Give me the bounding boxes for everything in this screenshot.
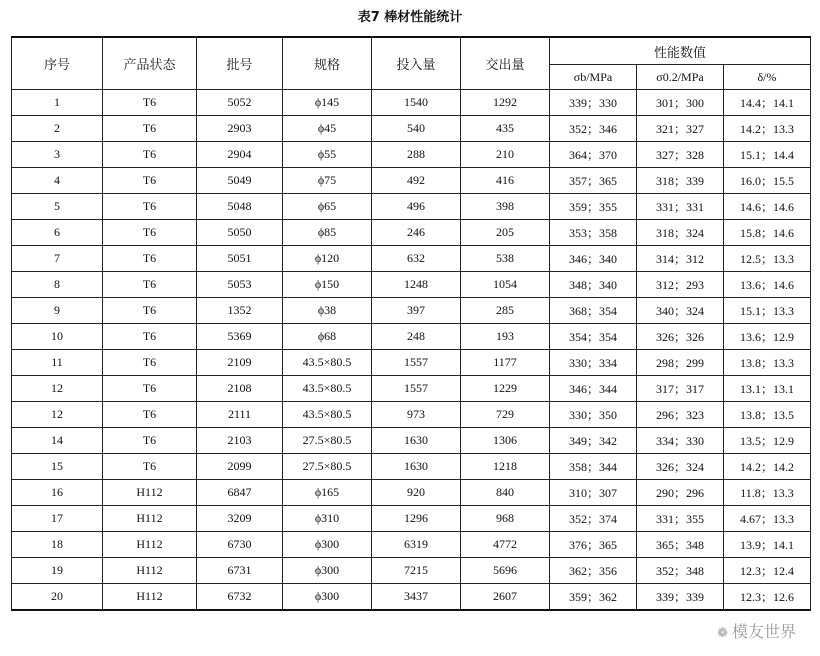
cell-input: 1630 <box>372 454 461 480</box>
cell-batch: 2111 <box>197 402 283 428</box>
cell-spec: ϕ145 <box>283 90 372 116</box>
cell-input: 288 <box>372 142 461 168</box>
cell-delta: 11.8；13.3 <box>724 480 811 506</box>
cell-delta: 13.6；12.9 <box>724 324 811 350</box>
table-row <box>12 428 811 454</box>
cell-delta: 13.8；13.5 <box>724 402 811 428</box>
cell-sigma-b: 376；365 <box>550 532 637 558</box>
cell-output: 1054 <box>461 272 550 298</box>
cell-sigma-b: 346；344 <box>550 376 637 402</box>
table-row <box>12 90 811 116</box>
col-header-performance: 性能数值 <box>550 37 811 65</box>
cell-input: 6319 <box>372 532 461 558</box>
wechat-icon: ❁ <box>717 626 728 641</box>
cell-state: T6 <box>103 402 197 428</box>
cell-batch: 5052 <box>197 90 283 116</box>
cell-state: T6 <box>103 246 197 272</box>
cell-batch: 5050 <box>197 220 283 246</box>
table-row <box>12 272 811 298</box>
cell-index: 7 <box>12 246 103 272</box>
cell-index: 17 <box>12 506 103 532</box>
cell-delta: 13.9；14.1 <box>724 532 811 558</box>
cell-sigma-02: 340；324 <box>637 298 724 324</box>
cell-output: 210 <box>461 142 550 168</box>
cell-sigma-02: 312；293 <box>637 272 724 298</box>
table-row <box>12 584 811 611</box>
cell-sigma-b: 353；358 <box>550 220 637 246</box>
cell-batch: 5369 <box>197 324 283 350</box>
table-header <box>12 37 811 90</box>
cell-sigma-02: 290；296 <box>637 480 724 506</box>
cell-input: 3437 <box>372 584 461 611</box>
cell-output: 1229 <box>461 376 550 402</box>
cell-sigma-02: 317；317 <box>637 376 724 402</box>
cell-batch: 6731 <box>197 558 283 584</box>
cell-sigma-02: 334；330 <box>637 428 724 454</box>
cell-spec: ϕ300 <box>283 558 372 584</box>
cell-output: 840 <box>461 480 550 506</box>
cell-state: T6 <box>103 324 197 350</box>
cell-input: 248 <box>372 324 461 350</box>
cell-delta: 12.5；13.3 <box>724 246 811 272</box>
cell-spec: ϕ55 <box>283 142 372 168</box>
cell-output: 2607 <box>461 584 550 611</box>
cell-batch: 2108 <box>197 376 283 402</box>
table-row <box>12 402 811 428</box>
table-row <box>12 532 811 558</box>
cell-sigma-02: 318；339 <box>637 168 724 194</box>
cell-input: 920 <box>372 480 461 506</box>
cell-input: 632 <box>372 246 461 272</box>
cell-spec: 43.5×80.5 <box>283 376 372 402</box>
cell-sigma-02: 352；348 <box>637 558 724 584</box>
cell-sigma-b: 368；354 <box>550 298 637 324</box>
cell-sigma-02: 326；324 <box>637 454 724 480</box>
cell-delta: 12.3；12.6 <box>724 584 811 611</box>
cell-spec: ϕ75 <box>283 168 372 194</box>
cell-delta: 13.6；14.6 <box>724 272 811 298</box>
cell-index: 19 <box>12 558 103 584</box>
cell-index: 3 <box>12 142 103 168</box>
cell-state: T6 <box>103 350 197 376</box>
cell-delta: 14.6；14.6 <box>724 194 811 220</box>
col-header-batch: 批号 <box>197 37 283 90</box>
cell-batch: 5049 <box>197 168 283 194</box>
cell-batch: 1352 <box>197 298 283 324</box>
cell-output: 416 <box>461 168 550 194</box>
cell-state: T6 <box>103 90 197 116</box>
cell-sigma-02: 318；324 <box>637 220 724 246</box>
cell-spec: ϕ300 <box>283 532 372 558</box>
cell-output: 4772 <box>461 532 550 558</box>
cell-spec: ϕ300 <box>283 584 372 611</box>
cell-sigma-b: 352；374 <box>550 506 637 532</box>
cell-spec: ϕ65 <box>283 194 372 220</box>
cell-delta: 13.5；12.9 <box>724 428 811 454</box>
cell-batch: 2903 <box>197 116 283 142</box>
cell-input: 246 <box>372 220 461 246</box>
cell-sigma-b: 330；350 <box>550 402 637 428</box>
cell-sigma-02: 314；312 <box>637 246 724 272</box>
cell-input: 1630 <box>372 428 461 454</box>
table-row <box>12 350 811 376</box>
cell-delta: 12.3；12.4 <box>724 558 811 584</box>
cell-sigma-b: 357；365 <box>550 168 637 194</box>
cell-batch: 5048 <box>197 194 283 220</box>
cell-sigma-b: 364；370 <box>550 142 637 168</box>
cell-batch: 6732 <box>197 584 283 611</box>
cell-output: 538 <box>461 246 550 272</box>
col-header-sigma-02: σ0.2/MPa <box>637 65 724 90</box>
cell-spec: ϕ150 <box>283 272 372 298</box>
col-header-input: 投入量 <box>372 37 461 90</box>
cell-sigma-02: 331；331 <box>637 194 724 220</box>
cell-output: 1177 <box>461 350 550 376</box>
cell-index: 8 <box>12 272 103 298</box>
cell-output: 398 <box>461 194 550 220</box>
cell-state: H112 <box>103 506 197 532</box>
col-header-spec: 规格 <box>283 37 372 90</box>
cell-state: T6 <box>103 454 197 480</box>
cell-output: 285 <box>461 298 550 324</box>
cell-sigma-b: 348；340 <box>550 272 637 298</box>
cell-sigma-b: 359；355 <box>550 194 637 220</box>
cell-delta: 14.2；14.2 <box>724 454 811 480</box>
cell-batch: 2099 <box>197 454 283 480</box>
cell-spec: ϕ165 <box>283 480 372 506</box>
cell-batch: 3209 <box>197 506 283 532</box>
cell-input: 496 <box>372 194 461 220</box>
cell-sigma-02: 321；327 <box>637 116 724 142</box>
col-header-delta: δ/% <box>724 65 811 90</box>
cell-sigma-b: 339；330 <box>550 90 637 116</box>
table-row <box>12 558 811 584</box>
cell-input: 397 <box>372 298 461 324</box>
cell-index: 11 <box>12 350 103 376</box>
cell-output: 1292 <box>461 90 550 116</box>
table-row <box>12 506 811 532</box>
cell-index: 12 <box>12 402 103 428</box>
table-row <box>12 220 811 246</box>
cell-state: T6 <box>103 142 197 168</box>
cell-state: T6 <box>103 168 197 194</box>
cell-sigma-b: 349；342 <box>550 428 637 454</box>
cell-batch: 2103 <box>197 428 283 454</box>
cell-state: T6 <box>103 376 197 402</box>
cell-delta: 4.67；13.3 <box>724 506 811 532</box>
cell-output: 193 <box>461 324 550 350</box>
cell-index: 1 <box>12 90 103 116</box>
cell-sigma-02: 365；348 <box>637 532 724 558</box>
cell-input: 540 <box>372 116 461 142</box>
cell-index: 10 <box>12 324 103 350</box>
cell-sigma-b: 352；346 <box>550 116 637 142</box>
cell-input: 1296 <box>372 506 461 532</box>
cell-input: 973 <box>372 402 461 428</box>
cell-input: 1557 <box>372 350 461 376</box>
cell-spec: ϕ38 <box>283 298 372 324</box>
cell-delta: 15.1；13.3 <box>724 298 811 324</box>
cell-sigma-b: 359；362 <box>550 584 637 611</box>
cell-sigma-02: 331；355 <box>637 506 724 532</box>
cell-spec: 27.5×80.5 <box>283 428 372 454</box>
cell-state: T6 <box>103 220 197 246</box>
table-body <box>12 90 811 611</box>
cell-sigma-b: 362；356 <box>550 558 637 584</box>
cell-index: 15 <box>12 454 103 480</box>
table-row <box>12 376 811 402</box>
cell-spec: 27.5×80.5 <box>283 454 372 480</box>
cell-output: 968 <box>461 506 550 532</box>
cell-output: 729 <box>461 402 550 428</box>
cell-index: 5 <box>12 194 103 220</box>
cell-batch: 2109 <box>197 350 283 376</box>
cell-spec: ϕ120 <box>283 246 372 272</box>
cell-state: T6 <box>103 272 197 298</box>
cell-index: 14 <box>12 428 103 454</box>
watermark-text: 模友世界 <box>731 622 796 641</box>
cell-delta: 14.2；13.3 <box>724 116 811 142</box>
cell-input: 492 <box>372 168 461 194</box>
table-row <box>12 480 811 506</box>
cell-batch: 5051 <box>197 246 283 272</box>
cell-sigma-b: 330；334 <box>550 350 637 376</box>
cell-sigma-02: 301；300 <box>637 90 724 116</box>
cell-delta: 14.4；14.1 <box>724 90 811 116</box>
table-row <box>12 142 811 168</box>
cell-batch: 2904 <box>197 142 283 168</box>
cell-index: 16 <box>12 480 103 506</box>
cell-state: H112 <box>103 584 197 611</box>
cell-spec: ϕ310 <box>283 506 372 532</box>
cell-input: 1540 <box>372 90 461 116</box>
cell-sigma-b: 358；344 <box>550 454 637 480</box>
cell-index: 12 <box>12 376 103 402</box>
watermark <box>717 619 796 642</box>
table-row <box>12 168 811 194</box>
cell-batch: 6730 <box>197 532 283 558</box>
table-row <box>12 324 811 350</box>
cell-delta: 15.8；14.6 <box>724 220 811 246</box>
cell-batch: 5053 <box>197 272 283 298</box>
cell-sigma-b: 354；354 <box>550 324 637 350</box>
cell-delta: 13.1；13.1 <box>724 376 811 402</box>
col-header-index: 序号 <box>12 37 103 90</box>
cell-spec: 43.5×80.5 <box>283 350 372 376</box>
cell-state: H112 <box>103 480 197 506</box>
cell-state: T6 <box>103 298 197 324</box>
cell-output: 1306 <box>461 428 550 454</box>
table-row <box>12 298 811 324</box>
col-header-state: 产品状态 <box>103 37 197 90</box>
cell-sigma-02: 327；328 <box>637 142 724 168</box>
cell-spec: ϕ85 <box>283 220 372 246</box>
cell-output: 5696 <box>461 558 550 584</box>
cell-delta: 16.0；15.5 <box>724 168 811 194</box>
cell-sigma-b: 310；307 <box>550 480 637 506</box>
cell-index: 2 <box>12 116 103 142</box>
cell-spec: 43.5×80.5 <box>283 402 372 428</box>
cell-index: 4 <box>12 168 103 194</box>
col-header-sigma-b: σb/MPa <box>550 65 637 90</box>
cell-state: T6 <box>103 116 197 142</box>
table-row <box>12 194 811 220</box>
cell-index: 18 <box>12 532 103 558</box>
cell-input: 7215 <box>372 558 461 584</box>
cell-batch: 6847 <box>197 480 283 506</box>
cell-input: 1557 <box>372 376 461 402</box>
cell-index: 6 <box>12 220 103 246</box>
cell-delta: 15.1；14.4 <box>724 142 811 168</box>
cell-output: 205 <box>461 220 550 246</box>
table-title: 表7 棒材性能统计 <box>357 10 463 25</box>
cell-input: 1248 <box>372 272 461 298</box>
cell-delta: 13.8；13.3 <box>724 350 811 376</box>
cell-state: T6 <box>103 428 197 454</box>
table-row <box>12 116 811 142</box>
cell-sigma-02: 298；299 <box>637 350 724 376</box>
performance-table <box>11 36 811 611</box>
cell-sigma-b: 346；340 <box>550 246 637 272</box>
cell-spec: ϕ68 <box>283 324 372 350</box>
col-header-output: 交出量 <box>461 37 550 90</box>
cell-state: H112 <box>103 532 197 558</box>
cell-sigma-02: 339；339 <box>637 584 724 611</box>
cell-spec: ϕ45 <box>283 116 372 142</box>
cell-sigma-02: 326；326 <box>637 324 724 350</box>
cell-index: 20 <box>12 584 103 611</box>
cell-index: 9 <box>12 298 103 324</box>
cell-sigma-02: 296；323 <box>637 402 724 428</box>
cell-output: 435 <box>461 116 550 142</box>
table-row <box>12 246 811 272</box>
cell-output: 1218 <box>461 454 550 480</box>
cell-state: H112 <box>103 558 197 584</box>
cell-state: T6 <box>103 194 197 220</box>
table-row <box>12 454 811 480</box>
